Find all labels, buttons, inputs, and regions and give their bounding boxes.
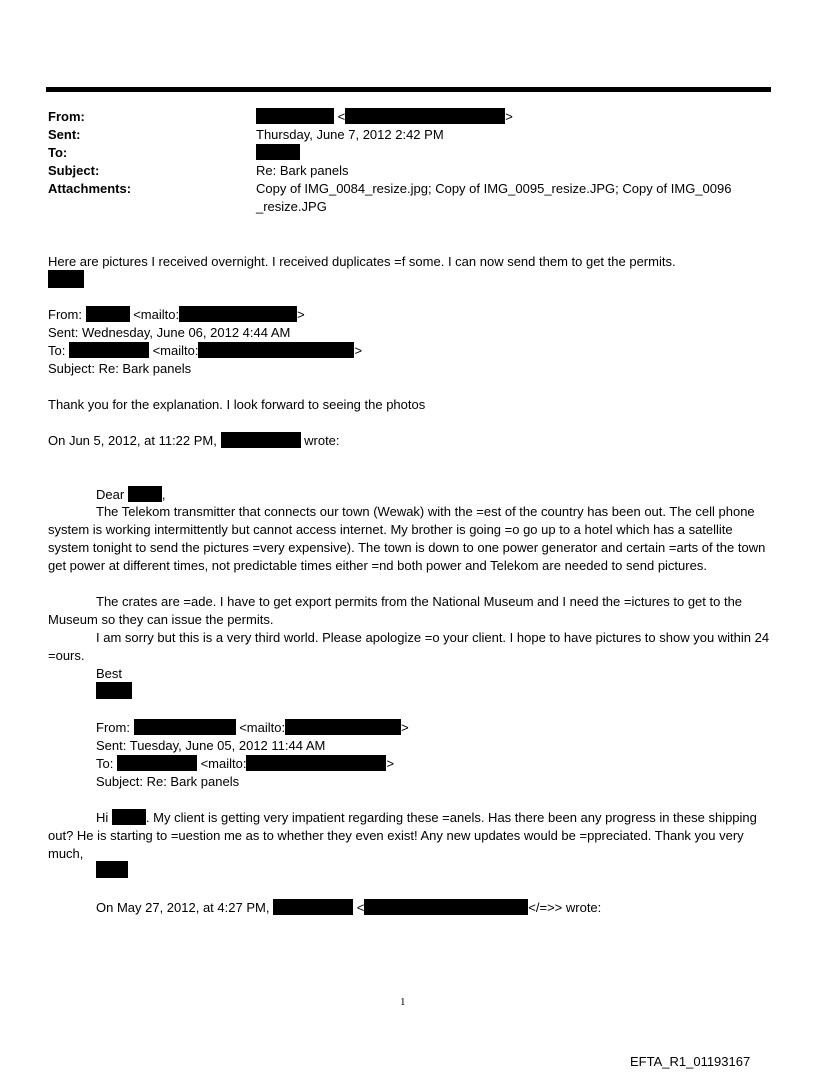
redaction-block <box>48 270 84 288</box>
quoted1-subject: Subject: Re: Bark panels <box>48 361 192 376</box>
quoted2-attribution: On May 27, 2012, at 4:27 PM, < </=>> wrote: <box>96 900 602 915</box>
redaction-block <box>86 306 130 322</box>
quoted2-to: To: <mailto: > <box>96 756 395 771</box>
redaction-block <box>96 682 132 699</box>
redaction-block <box>246 755 386 771</box>
subject-label: Subject: <box>48 163 100 178</box>
redaction-block <box>134 719 236 735</box>
quoted1-message: Thank you for the explanation. I look forward to seeing the photos <box>48 397 426 412</box>
quoted1-attribution: On Jun 5, 2012, at 11:22 PM, wrote: <box>48 433 340 448</box>
quoted2-subject: Subject: Re: Bark panels <box>96 774 240 789</box>
subject-value: Re: Bark panels <box>256 163 349 178</box>
page-number: 1 <box>400 996 406 1008</box>
reply-greeting: Dear , <box>96 487 166 502</box>
quoted2-sent: Sent: Tuesday, June 05, 2012 11:44 AM <box>96 738 326 753</box>
quoted1-sent: Sent: Wednesday, June 06, 2012 4:44 AM <box>48 325 291 340</box>
redaction-block <box>221 432 301 448</box>
attachment-link-cont[interactable]: _resize.JPG <box>256 199 327 214</box>
quoted2-signature <box>96 861 128 879</box>
quoted2-from: From: <mailto: > <box>96 720 409 735</box>
redaction-block <box>96 861 128 878</box>
attachments-label: Attachments: <box>48 181 132 196</box>
intro-text: Here are pictures I received overnight. I received duplicates =f some. I can now send them to get the permits. <box>48 254 676 269</box>
reply-paragraph-1: The Telekom transmitter that connects our town (Wewak) with the =est of the country has been out. The cell phone system is working intermittently but cannot access internet. My brother is going =o go up to a hotel which has a satellite system tonight to send the pictures =very expensive). The town is down to one power generator and certain =arts of the town get power at different times, not predictable times either =nd both power and Telekom are needed to send pictures. <box>48 504 766 573</box>
quoted1-from: From: <mailto: > <box>48 307 305 322</box>
redaction-block <box>69 342 149 358</box>
redaction-block <box>256 144 300 160</box>
quoted1-to: To: <mailto: > <box>48 343 363 358</box>
redaction-block <box>198 342 354 358</box>
header-rule <box>46 87 771 92</box>
reply-signature <box>96 682 132 700</box>
redaction-block <box>112 809 146 825</box>
sent-label: Sent: <box>48 127 81 142</box>
attachment-link[interactable]: Copy of IMG_0084_resize.jpg; Copy of IMG_0095_resize.JPG; Copy of IMG_0096 <box>256 181 732 196</box>
signature <box>48 270 84 289</box>
redaction-block <box>179 306 297 322</box>
sent-value: Thursday, June 7, 2012 2:42 PM <box>256 127 444 142</box>
reply-closing: Best <box>96 666 123 681</box>
document-id: EFTA_R1_01193167 <box>630 1054 751 1069</box>
redaction-block <box>256 108 334 124</box>
redaction-block <box>285 719 401 735</box>
redaction-block <box>273 899 353 915</box>
to-value <box>256 144 300 161</box>
reply-paragraph-2: The crates are =ade. I have to get export permits from the National Museum and I need the =ictures to get to the Museum so they can issue the permits. <box>48 594 743 627</box>
redaction-block <box>117 755 197 771</box>
redaction-block <box>345 108 505 124</box>
to-label: To: <box>48 145 68 160</box>
redaction-block <box>364 899 528 915</box>
quoted2-message: Hi . My client is getting very impatient regarding these =anels. Has there been any progress in these shipping out? He is starting to =uestion me as to whether they even exist! Any new updates would be =ppreciated. Thank you very much, <box>48 810 757 861</box>
redaction-block <box>128 486 162 502</box>
reply-paragraph-3: I am sorry but this is a very third world. Please apologize =o your client. I hope to have pictures to show you within 24 =ours. <box>48 630 770 663</box>
from-value: < > <box>256 108 513 125</box>
from-label: From: <box>48 109 85 124</box>
